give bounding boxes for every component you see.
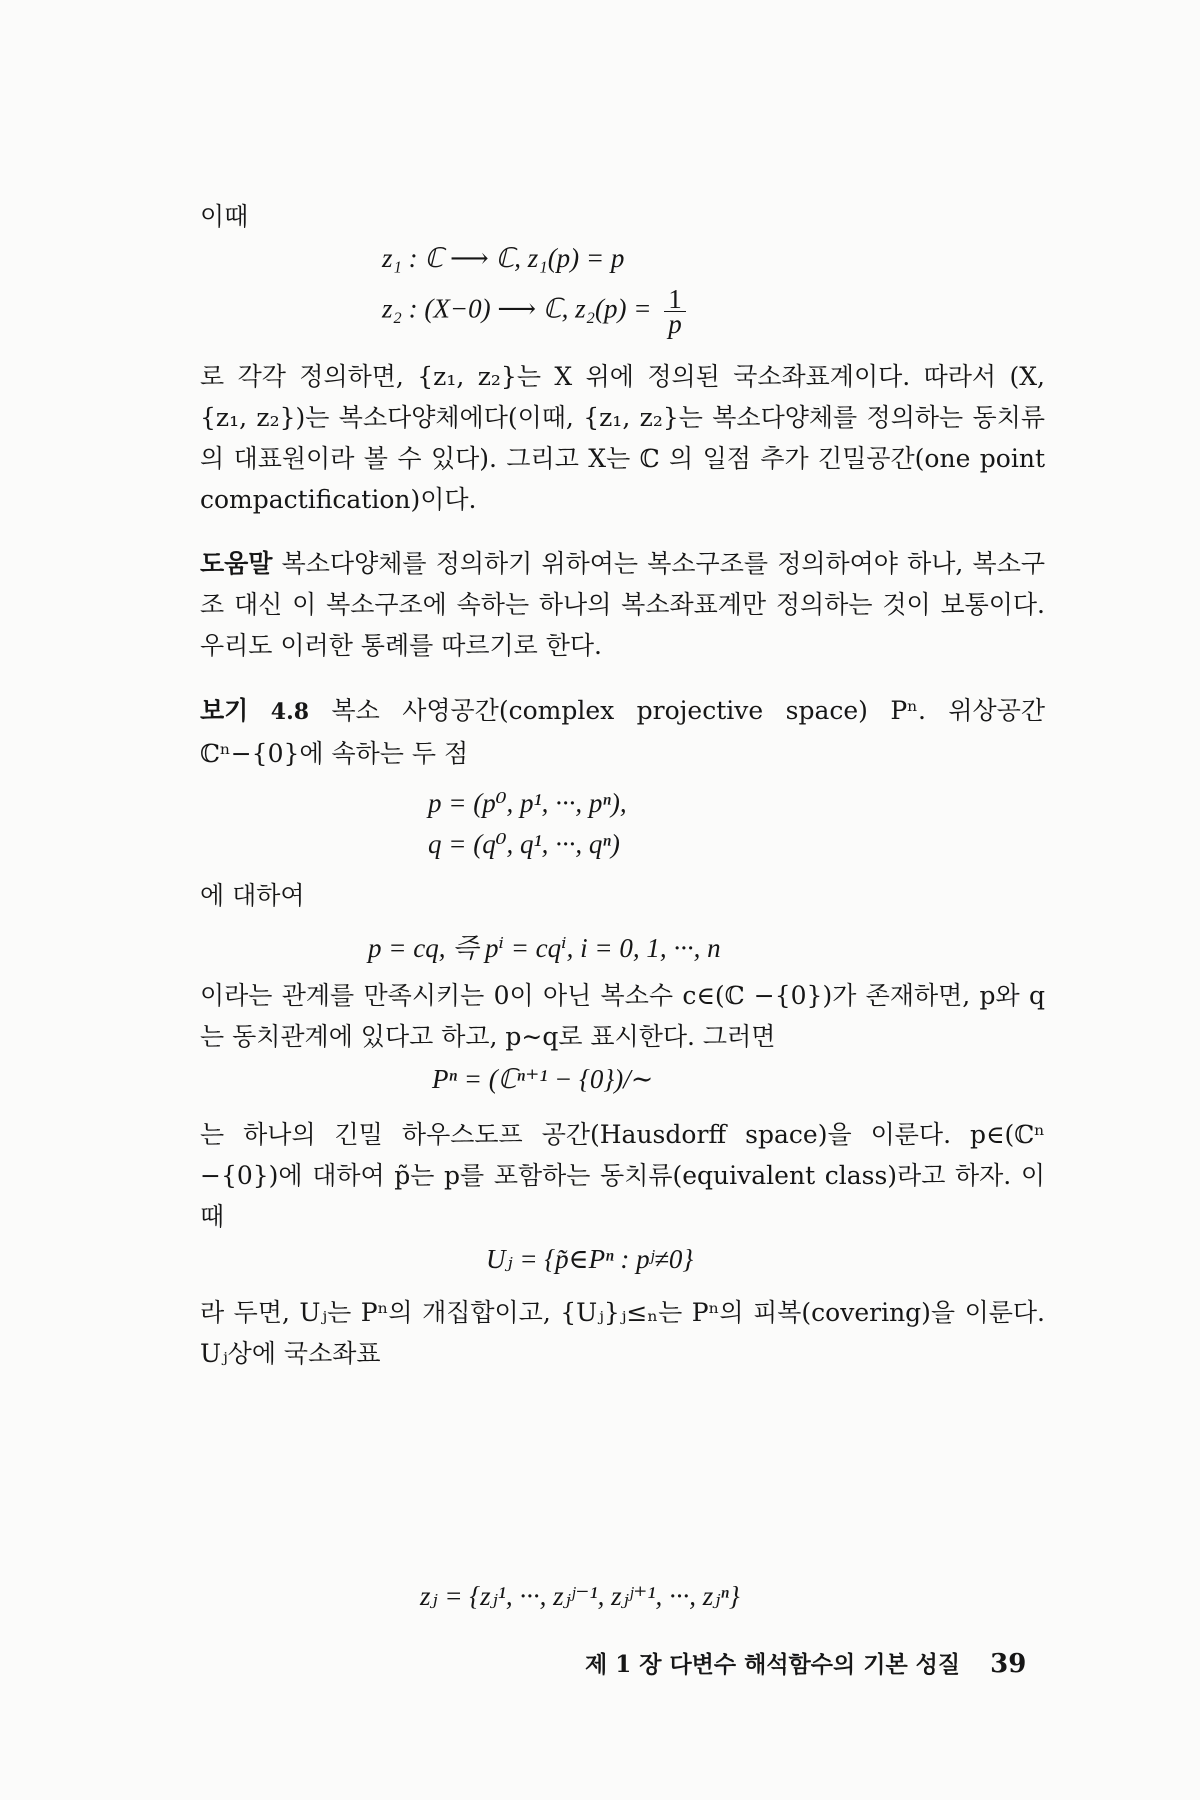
equation-z2-left: z₂ : (X−0) ⟶ ℂ, z₂(p) = [382,293,652,324]
equation-z2-fraction [664,284,686,339]
for-text: 에 대하여 [200,881,305,910]
equation-p: p = (p⁰, p¹, ···, pⁿ), [428,788,627,818]
fraction-denominator: p [668,309,682,339]
equation-z1: z₁ : ℂ ⟶ ℂ, z₁(p) = p [382,243,625,273]
example-label: 보기 [200,696,249,725]
page-footer [585,1646,1026,1679]
paragraph-local-coordinates: 로 각각 정의하면, {z₁, z₂}는 X 위에 정의된 국소좌표계이다. 따라서 (X, {z₁, z₂})는 복소다양체에다(이때, {z₁, z₂}는 복소다양체를 정의하는 동치류의 대표원이라 볼 수 있다). 그리고 X는 ℂ 의 일점 추가 긴밀공간(one point compactification)이다. [200,362,1045,514]
intro-text: 이때 [200,202,249,231]
example-paragraph [200,690,1045,774]
example-body: 복소 사영공간(complex projective space) Pⁿ. 위상공간 ℂⁿ−{0}에 속하는 두 점 [200,696,1045,768]
remark-body: 복소다양체를 정의하기 위하여는 복소구조를 정의하여야 하나, 복소구조 대신 이 복소구조에 속하는 하나의 복소좌표계만 정의하는 것이 보통이다. 우리도 이러한 통례를 따르기로 한다. [200,549,1045,660]
paragraph-equivalence: 이라는 관계를 만족시키는 0이 아닌 복소수 c∈(ℂ −{0})가 존재하면, p와 q는 동치관계에 있다고 하고, p∼q로 표시한다. 그러면 [200,981,1045,1051]
example-number: 4.8 [270,699,310,725]
remark-paragraph [200,543,1045,666]
equation-zj: zⱼ = {zⱼ¹, ···, zⱼʲ⁻¹, zⱼʲ⁺¹, ···, zⱼⁿ} [420,1581,740,1611]
page-number: 39 [990,1649,1027,1679]
equation-q: q = (q⁰, q¹, ···, qⁿ) [428,829,620,859]
equation-Pn: Pⁿ = (ℂⁿ⁺¹ − {0})/∼ [432,1064,654,1094]
remark-label: 도움말 [200,549,273,578]
equation-relation: p = cq, 즉 pⁱ = cqⁱ, i = 0, 1, ···, n [368,933,721,963]
equation-Uj: Uⱼ = {p̃∈Pⁿ : pʲ≠0} [486,1244,694,1274]
paragraph-hausdorff: 는 하나의 긴밀 하우스도프 공간(Hausdorff space)을 이룬다. p∈(ℂⁿ −{0})에 대하여 p̃는 p를 포함하는 동치류(equivalent class)라고 하자. 이때 [200,1120,1045,1231]
fraction-numerator: 1 [664,287,686,312]
equation-z2 [382,284,686,339]
paragraph-covering: 라 두면, Uⱼ는 Pⁿ의 개집합이고, {Uⱼ}ⱼ≤ₙ는 Pⁿ의 피복(covering)을 이룬다. Uⱼ상에 국소좌표 [200,1298,1045,1368]
chapter-title: 제 1 장 다변수 해석함수의 기본 성질 [585,1651,961,1678]
